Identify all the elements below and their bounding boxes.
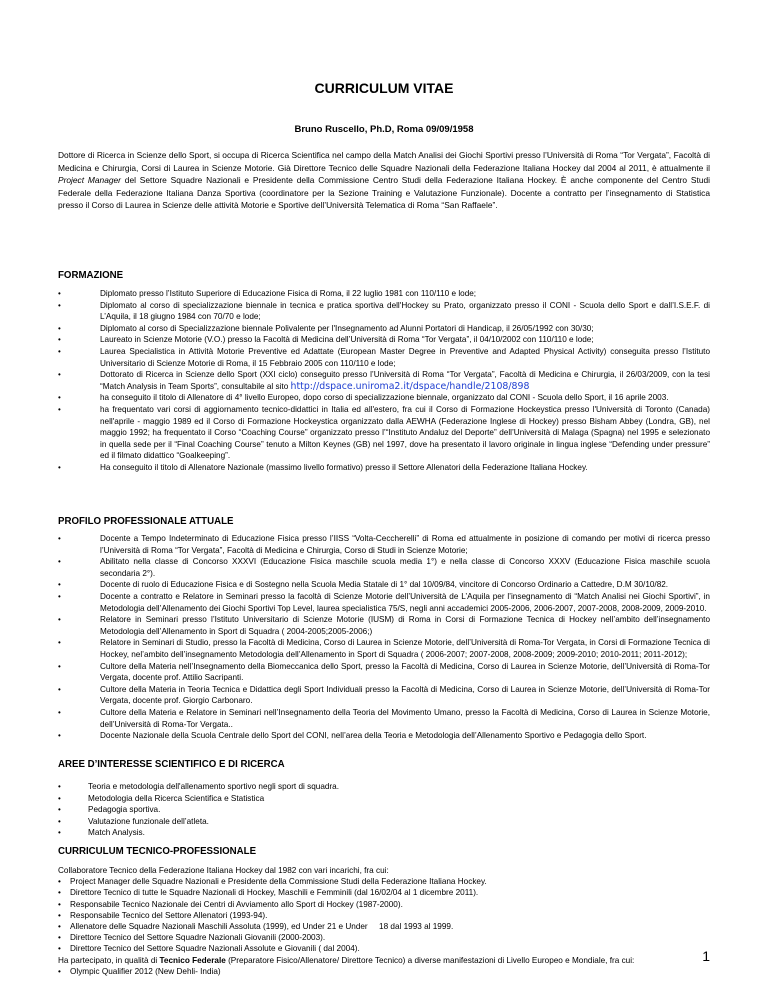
list-item: • Teoria e metodologia dell'allenamento sportivo negli sport di squadra.	[58, 781, 710, 793]
list-item: • Relatore in Seminari presso l’Istituto Universitario di Scienze Motorie (IUSM) di Roma in Corsi di Formazione Tecnica di Hockey nell’ambito dell’insegnamento Metodologia dell’Allenamento in Sport di Squadra ( 2004-2005;2005-2006;)	[58, 614, 710, 637]
list-item	[58, 369, 710, 392]
list-item: • ha conseguito il titolo di Allenatore di 4° livello Europeo, dopo corso di specializzazione biennale, organizzato dal CONI - Scuola dello Sport, il 16 aprile 2003.	[58, 392, 710, 404]
formazione-list	[58, 288, 710, 474]
list-item: • Cultore della Materia e Relatore in Seminari nell’Insegnamento della Teoria del Movimento Umano, presso la Facoltà di Medicina, Corso di Laurea in Scienze Motorie, dell’Università di Roma-Tor Vergata..	[58, 707, 710, 730]
list-item: • Responsabile Tecnico Nazionale dei Centri di Avviamento allo Sport di Hockey (1987-2000).	[58, 899, 710, 910]
intro-text-b: del Settore Squadre Nazionali e Presidente della Commissione Centro Studi della Federazione Italiana Hockey. È anche componente del Centro Studi Federale della Federazione Italiana Danza Sportiva (coordinatore per la Sezione Training e Valutazione Funzionale). Docente a contratto per l’insegnamento di Statistica presso il Corso di Laurea in Scienze delle attività Motorie e Sportive dell’Università Telematica di Roma “San Raffaele”.	[58, 175, 710, 211]
page-number: 1	[702, 948, 710, 964]
list-item: • Diplomato al corso di specializzazione biennale in tecnica e pratica sportiva dell'Hockey su Prato, organizzato presso il CONI - Scuola dello Sport e dall’I.S.E.F. di L’Aquila, il 18 giugno 1984 con 70/70 e lode;	[58, 300, 710, 323]
list-item: • Project Manager delle Squadre Nazionali e Presidente della Commissione Studi della Federazione Italiana Hockey.	[58, 876, 710, 887]
document-title: CURRICULUM VITAE	[314, 80, 454, 96]
list-item: • Match Analysis.	[58, 827, 710, 839]
dottorato-text: Dottorato di Ricerca in Scienze dello Sport (XXI ciclo) conseguito presso l’Università di Roma “Tor Vergata”, Facoltà di Medicina e Chirurgia, il 26/03/2009, con la tesi “Match Analysis in Team Sports”, consultabile al sito	[100, 370, 710, 391]
list-item: • Laurea Specialistica in Attività Motorie Preventive ed Adattate (European Master Degree in Preventive and Adapted Physical Activity) conseguita presso l’Istituto Universitario di Scienze Motorie di Roma, il 15 Febbraio 2005 con 110/110 e lode;	[58, 346, 710, 369]
list-item: • Docente a Tempo Indeterminato di Educazione Fisica presso l’IISS “Volta-Ceccherelli” di Roma ed attualmente in posizione di comando per motivi di ricerca presso l’Università di Roma “Tor Vergata”, Facoltà di Medicina e Chirurgia, Corso di Studi in Scienze Motorie;	[58, 533, 710, 556]
document-subtitle: Bruno Ruscello, Ph.D, Roma 09/09/1958	[294, 124, 474, 135]
list-item: • Metodologia della Ricerca Scientifica e Statistica	[58, 793, 710, 805]
dspace-link[interactable]: http://dspace.uniroma2.it/dspace/handle/2108/898	[290, 380, 530, 392]
partecipato-text-b: (Preparatore Fisico/Allenatore/ Direttore Tecnico) a diverse manifestazioni di Livello Europeo e Mondiale, fra cui:	[225, 955, 635, 965]
list-item: • Docente di ruolo di Educazione Fisica e di Sostegno nella Scuola Media Statale di 1° dal 10/09/84, vincitore di Concorso Ordinario a Cattedre, D.M 30/10/82.	[58, 579, 710, 591]
list-item: • ha frequentato vari corsi di aggiornamento tecnico-didattici in Italia ed all'estero, fra cui il Corso di Formazione Hockeystica presso l'Università di Toronto (Canada) nell'aprile - maggio 1989 ed il Corso di Formazione Hockeystica organizzato dalla AEWHA (Federazione Inglese di Hockey) presso Bisham Abbey (Londra, GB), nel maggio 1992; ha frequentato il Corso “Coaching Course” organizzato presso l’“Instituto Andaluz del Deporte” dell’Università di Malaga (Spagna) nel 1995 e selezionato in quella sede per il “Final Coaching Course” tenuto a Milton Keynes (GB) nel 1997, dove ha presentato il lavoro originale in lingua inglese “Defending under pressure” ed il filmato didattico “Goalkeeping”.	[58, 404, 710, 462]
list-item: • Olympic Qualifier 2012 (New Dehli- India)	[58, 966, 710, 977]
list-item: • Docente Nazionale della Scuola Centrale dello Sport del CONI, nell’area della Teoria e Metodologia dell’Allenamento Sportivo e Pedagogia dello Sport.	[58, 730, 710, 742]
manifestazioni-list	[58, 966, 710, 977]
list-item: • Diplomato al corso di Specializzazione biennale Polivalente per l'Insegnamento ad Alunni Portatori di Handicap, il 26/05/1992 con 30/30;	[58, 323, 710, 335]
list-item: • Allenatore delle Squadre Nazionali Maschili Assoluta (1999), ed Under 21 e Under 18 dal 1993 al 1999.	[58, 921, 710, 932]
list-item: • Valutazione funzionale dell’atleta.	[58, 816, 710, 828]
list-item: • Pedagogia sportiva.	[58, 804, 710, 816]
intro-paragraph	[58, 149, 710, 212]
list-item: • Relatore in Seminari di Studio, presso la Facoltà di Medicina, Corso di Laurea in Scienze Motorie, dell’Università di Roma-Tor Vergata, in Corsi di Formazione Tecnica di Hockey, nel’ambito dell’insegnamento Metodologia dell’Allenamento in Sport di Squadra ( 2006-2007; 2007-2008, 2008-2009; 2009-2010; 2010-2011; 2011-2012);	[58, 637, 710, 660]
list-item: • Direttore Tecnico del Settore Squadre Nazionali Giovanili (2000-2003).	[58, 932, 710, 943]
list-item: • Ha conseguito il titolo di Allenatore Nazionale (massimo livello formativo) presso il Settore Allenatori della Federazione Italiana Hockey.	[58, 462, 710, 474]
list-item: • Laureato in Scienze Motorie (V.O.) presso la Facoltà di Medicina dell’Università di Roma “Tor Vergata”, il 04/10/2002 con 110/110 e lode;	[58, 334, 710, 346]
list-item: • Docente a contratto e Relatore in Seminari presso la facoltà di Scienze Motorie dell’Università de L’Aquila per l’insegnamento di “Match Analisi nei Giochi Sportivi”, in Metodologia dell’Allenamento dei Giochi Sportivi Top Level, laurea specialistica 75/S, negli anni accademici 2005-2006, 2006-2007, 2007-2008, 2008-2009, 2009-2010.	[58, 591, 710, 614]
profilo-list	[58, 533, 710, 742]
list-item: • Cultore della Materia nell’Insegnamento della Biomeccanica dello Sport, presso la Facoltà di Medicina, Corso di Laurea in Scienze Motorie, dell’Università di Roma-Tor Vergata, docente prof. Attilio Sacripanti.	[58, 661, 710, 684]
section-heading-formazione: FORMAZIONE	[58, 270, 124, 281]
intro-italic: Project Manager	[58, 175, 121, 186]
aree-list	[58, 781, 710, 839]
list-item: • Direttore Tecnico di tutte le Squadre Nazionali di Hockey, Maschili e Femminili (dal 16/02/04 al 1 dicembre 2011).	[58, 887, 710, 898]
list-item: • Responsabile Tecnico del Settore Allenatori (1993-94).	[58, 910, 710, 921]
list-item: • Diplomato presso l’Istituto Superiore di Educazione Fisica di Roma, il 22 luglio 1981 con 110/110 e lode;	[58, 288, 710, 300]
list-item: • Abilitato nella classe di Concorso XXXVI (Educazione Fisica maschile scuola media 1°) e nella classe di Concorso XXXV (Educazione Fisica maschile scuola secondaria 2°).	[58, 556, 710, 579]
curriculum-intro: Collaboratore Tecnico della Federazione Italiana Hockey dal 1982 con vari incarichi, fra cui:	[58, 866, 389, 875]
list-item: • Direttore Tecnico del Settore Squadre Nazionali Assolute e Giovanili ( dal 2004).	[58, 943, 710, 954]
section-heading-profilo: PROFILO PROFESSIONALE ATTUALE	[58, 516, 234, 527]
curriculum-list	[58, 876, 710, 954]
section-heading-curriculum: CURRICULUM TECNICO-PROFESSIONALE	[58, 846, 257, 857]
partecipato-bold: Tecnico Federale	[159, 955, 226, 965]
partecipato-text-a: Ha partecipato, in qualità di	[58, 955, 160, 965]
list-item: • Cultore della Materia in Teoria Tecnica e Didattica degli Sport Individuali presso la Facoltà di Medicina, Corso di Laurea in Scienze Motorie, dell’Università di Roma-Tor Vergata, docente prof. Giorgio Carbonaro.	[58, 684, 710, 707]
section-heading-aree: AREE D’INTERESSE SCIENTIFICO E DI RICERCA	[58, 759, 285, 770]
partecipato-paragraph	[58, 955, 710, 966]
intro-text-a: Dottore di Ricerca in Scienze dello Sport, si occupa di Ricerca Scientifica nel campo della Match Analisi dei Giochi Sportivi presso l’Università di Roma “Tor Vergata”, Facoltà di Medicina e Chirurgia, Corsi di Laurea in Scienze Motorie. Già Direttore Tecnico delle Squadre Nazionali della Federazione Italiana Hockey dal 2004 al 2011, è attualmente il	[58, 150, 710, 173]
curriculum-block	[58, 865, 710, 977]
